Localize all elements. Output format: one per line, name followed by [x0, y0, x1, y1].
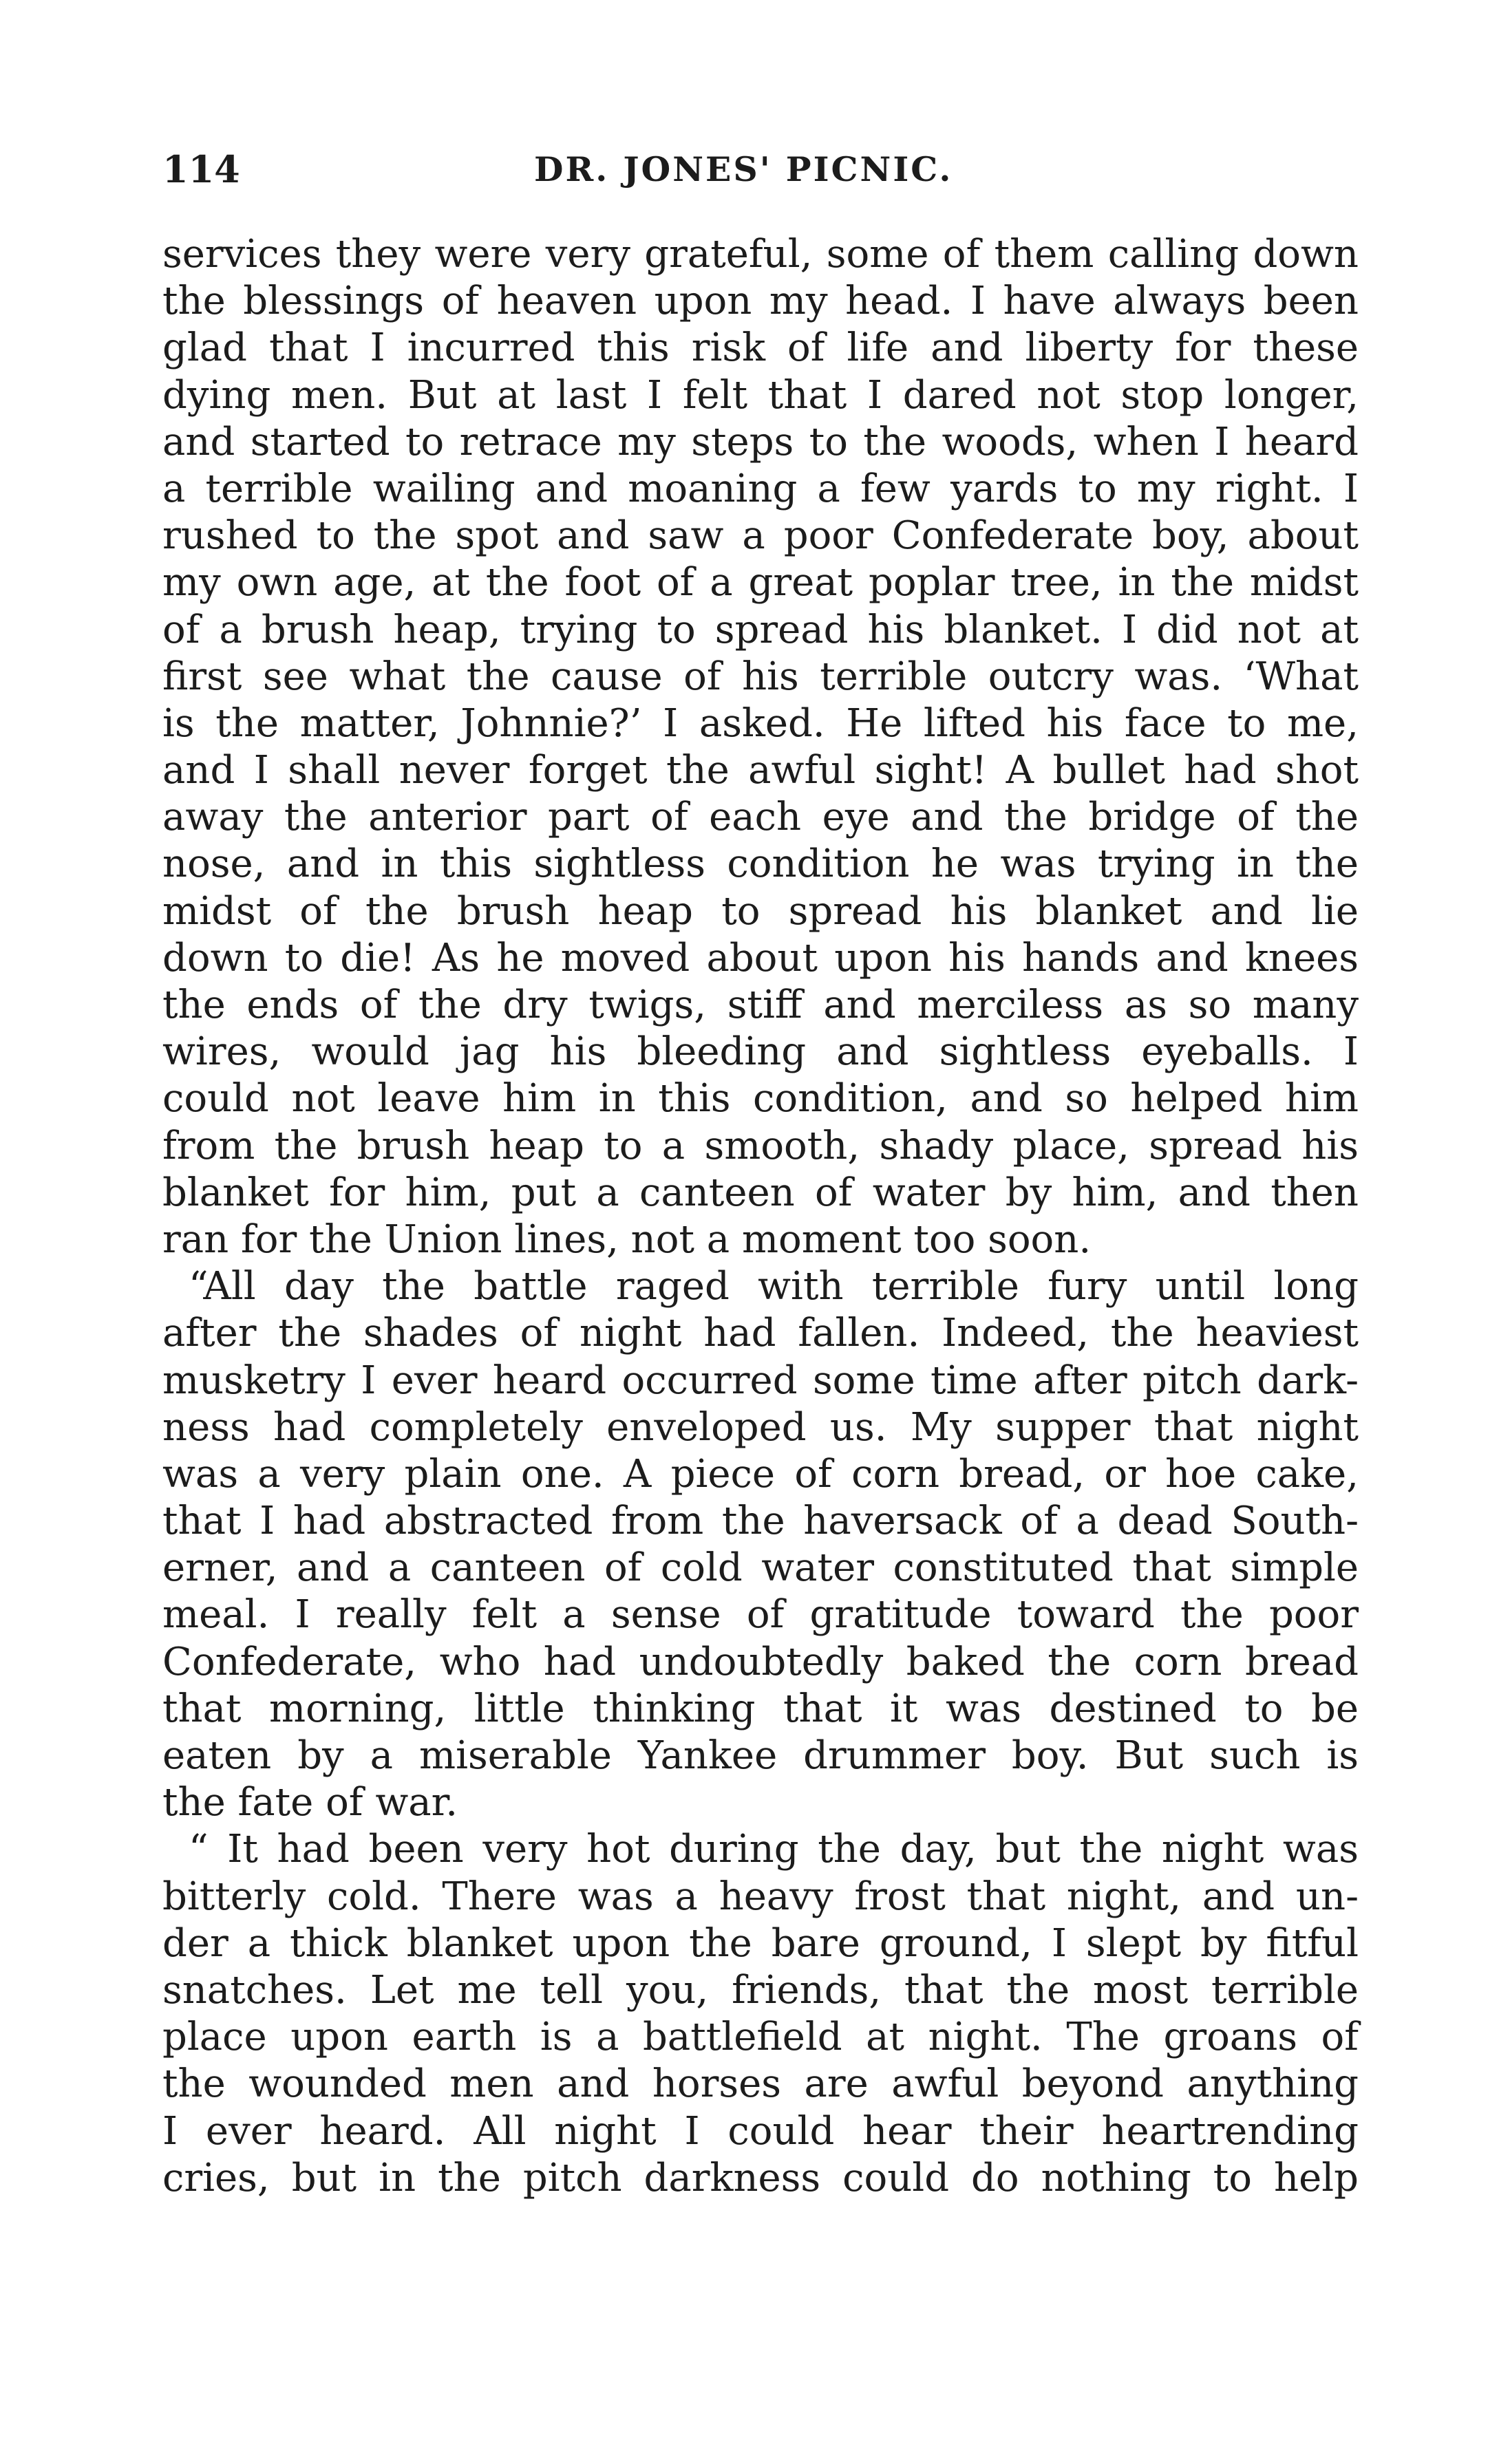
- text-line: could not leave him in this condition, and so helped him: [162, 1076, 1359, 1122]
- text-line: midst of the brush heap to spread his blanket and lie: [162, 888, 1359, 934]
- text-line: cries, but in the pitch darkness could do nothing to help: [162, 2155, 1359, 2200]
- page-number: 114: [162, 147, 240, 191]
- text-line: glad that I incurred this risk of life and liberty for these: [162, 325, 1359, 371]
- text-line: meal. I really felt a sense of gratitude toward the poor: [162, 1592, 1359, 1638]
- text-line: the fate of war.: [162, 1780, 458, 1825]
- text-line: eaten by a miserable Yankee drummer boy. But such is: [162, 1733, 1359, 1778]
- text-line: away the anterior part of each eye and the bridge of the: [162, 795, 1359, 840]
- text-line: and started to retrace my steps to the woods, when I heard: [162, 419, 1359, 464]
- paragraph-2: [162, 1263, 1359, 1826]
- text-line: ran for the Union lines, not a moment too soon.: [162, 1217, 1092, 1262]
- text-line: musketry I ever heard occurred some time after pitch dark-: [162, 1358, 1359, 1403]
- text-line: snatches. Let me tell you, friends, that the most terrible: [162, 1967, 1359, 2013]
- text-line: bitterly cold. There was a heavy frost that night, and un-: [162, 1874, 1359, 1919]
- text-line: after the shades of night had fallen. Indeed, the heaviest: [162, 1311, 1359, 1356]
- text-line: blanket for him, put a canteen of water by him, and then: [162, 1170, 1359, 1215]
- text-line: is the matter, Johnnie?’ I asked. He lifted his face to me,: [162, 700, 1359, 746]
- text-line: der a thick blanket upon the bare ground, I slept by fitful: [162, 1920, 1359, 1966]
- running-title: DR. JONES' PICNIC.: [534, 149, 953, 189]
- text-line: nose, and in this sightless condition he was trying in the: [162, 842, 1359, 887]
- text-line: that I had abstracted from the haversack of a dead South-: [162, 1499, 1359, 1544]
- text-line: the blessings of heaven upon my head. I have always been: [162, 279, 1359, 324]
- text-line: “ It had been very hot during the day, but the night was: [189, 1827, 1359, 1872]
- paragraph-3: [162, 1826, 1359, 2202]
- text-line: the wounded men and horses are awful beyond anything: [162, 2061, 1359, 2107]
- text-line: rushed to the spot and saw a poor Confederate boy, about: [162, 513, 1359, 559]
- text-line: that morning, little thinking that it was destined to be: [162, 1686, 1359, 1731]
- text-line: from the brush heap to a smooth, shady place, spread his: [162, 1123, 1359, 1168]
- text-line: a terrible wailing and moaning a few yards to my right. I: [162, 466, 1359, 511]
- body-text: [162, 231, 1359, 2202]
- text-line: the ends of the dry twigs, stiff and merciless as so many: [162, 983, 1359, 1027]
- text-line: erner, and a canteen of cold water constituted that simple: [162, 1545, 1359, 1591]
- text-line: first see what the cause of his terrible outcry was. ‘What: [162, 654, 1359, 699]
- paragraph-1: [162, 231, 1359, 1263]
- text-line: and I shall never forget the awful sight! A bullet had shot: [162, 748, 1359, 793]
- text-line: ness had completely enveloped us. My supper that night: [162, 1404, 1359, 1450]
- text-line: my own age, at the foot of a great poplar tree, in the midst: [162, 560, 1359, 606]
- running-head: [162, 142, 1359, 197]
- text-line: was a very plain one. A piece of corn bread, or hoe cake,: [162, 1451, 1359, 1497]
- text-line: “All day the battle raged with terrible fury until long: [189, 1264, 1359, 1309]
- text-line: of a brush heap, trying to spread his blanket. I did not at: [162, 607, 1359, 652]
- text-line: place upon earth is a battlefield at night. The groans of: [162, 2015, 1359, 2060]
- text-line: dying men. But at last I felt that I dared not stop longer,: [162, 372, 1359, 418]
- text-line: wires, would jag his bleeding and sightless eyeballs. I: [162, 1029, 1359, 1075]
- text-line: down to die! As he moved about upon his hands and knees: [162, 935, 1359, 981]
- text-line: Confederate, who had undoubtedly baked the corn bread: [162, 1639, 1359, 1684]
- text-line: services they were very grateful, some of them calling down: [162, 232, 1359, 277]
- text-line: I ever heard. All night I could hear their heartrending: [162, 2108, 1359, 2154]
